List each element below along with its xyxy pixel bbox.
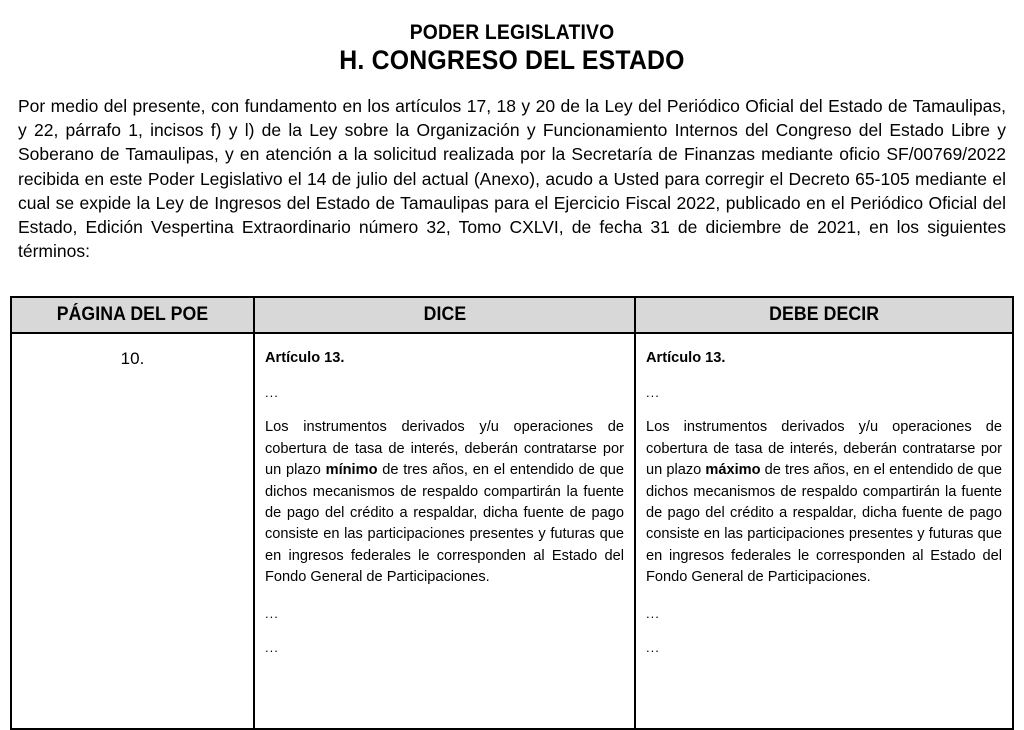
letterhead-line-2: H. CONGRESO DEL ESTADO — [339, 45, 685, 75]
dice-bold-keyword: mínimo — [325, 462, 378, 479]
table-row — [11, 333, 1013, 729]
debe-decir-text-before-bold: Los instrumentos derivados y/u operaciones de cobertura de tasa de interés, deberán contratarse por un plazo — [646, 419, 1002, 479]
dice-ellipsis-2: ... — [265, 639, 279, 655]
debe-decir-text-after-bold: de tres años, en el entendido de que dichos mecanismos de respaldo compartirán la fuente de pago del crédito a respaldar, dicha fuente de pago consiste en las participaciones presentes y futuras que en ingresos federales le corresponden al Estado del Fondo General de Participaciones. — [646, 462, 1002, 586]
cell-page-number — [11, 333, 254, 729]
column-header-debe-decir-label: DEBE DECIR — [769, 304, 879, 325]
debe-decir-ellipsis-top: ... — [646, 385, 660, 401]
intro-paragraph: Por medio del presente, con fundamento en los artículos 17, 18 y 20 de la Ley del Periódico Oficial del Estado de Tamaulipas, y 22, párrafo 1, incisos f) y l) de la Ley sobre la Organización y Funcionamiento Internos del Congreso del Estado Libre y Soberano de Tamaulipas, y en atención a la solicitud realizada por la Secretaría de Finanzas mediante oficio SF/00769/2022 recibida en este Poder Legislativo el 14 de julio del actual (Anexo), acudo a Usted para corregir el Decreto 65-105 mediante el cual se expide la Ley de Ingresos del Estado de Tamaulipas para el Ejercicio Fiscal 2022, publicado en el Periódico Oficial del Estado, Edición Vespertina Extraordinario número 32, Tomo CXLVI, de fecha 31 de diciembre de 2021, en los siguientes términos: — [18, 96, 1006, 262]
dice-ellipsis-1: ... — [265, 605, 279, 621]
dice-ellipsis-top: ... — [265, 385, 279, 401]
column-header-pagina-del-poe-label: PÁGINA DEL POE — [56, 304, 209, 325]
debe-decir-article-title: Artículo 13. — [646, 350, 726, 366]
column-header-debe-decir — [635, 297, 1013, 333]
dice-article-title: Artículo 13. — [265, 350, 345, 366]
column-header-dice-label: DICE — [423, 304, 466, 325]
debe-decir-body-text — [646, 417, 1002, 588]
cell-dice — [254, 333, 635, 729]
letterhead-line-1: PODER LEGISLATIVO — [409, 21, 615, 44]
cell-debe-decir — [635, 333, 1013, 729]
dice-text-before-bold: Los instrumentos derivados y/u operaciones de cobertura de tasa de interés, deberán contratarse por un plazo — [265, 419, 624, 479]
page-number-value: 10. — [120, 349, 145, 368]
column-header-dice — [254, 297, 635, 333]
column-header-pagina-del-poe — [11, 297, 254, 333]
debe-decir-bold-keyword: máximo — [705, 462, 761, 479]
dice-body-text — [265, 417, 624, 588]
debe-decir-ellipsis-1: ... — [646, 605, 660, 621]
table-header-row — [11, 297, 1013, 333]
comparison-table — [10, 296, 1014, 730]
dice-text-after-bold: de tres años, en el entendido de que dichos mecanismos de respaldo compartirán la fuente de pago del crédito a respaldar, dicha fuente de pago consiste en las participaciones presentes y futuras que en ingresos federales le corresponden al Estado del Fondo General de Participaciones. — [265, 462, 624, 586]
comparison-table-container — [10, 296, 1012, 730]
letterhead — [0, 0, 1024, 76]
debe-decir-ellipsis-2: ... — [646, 639, 660, 655]
